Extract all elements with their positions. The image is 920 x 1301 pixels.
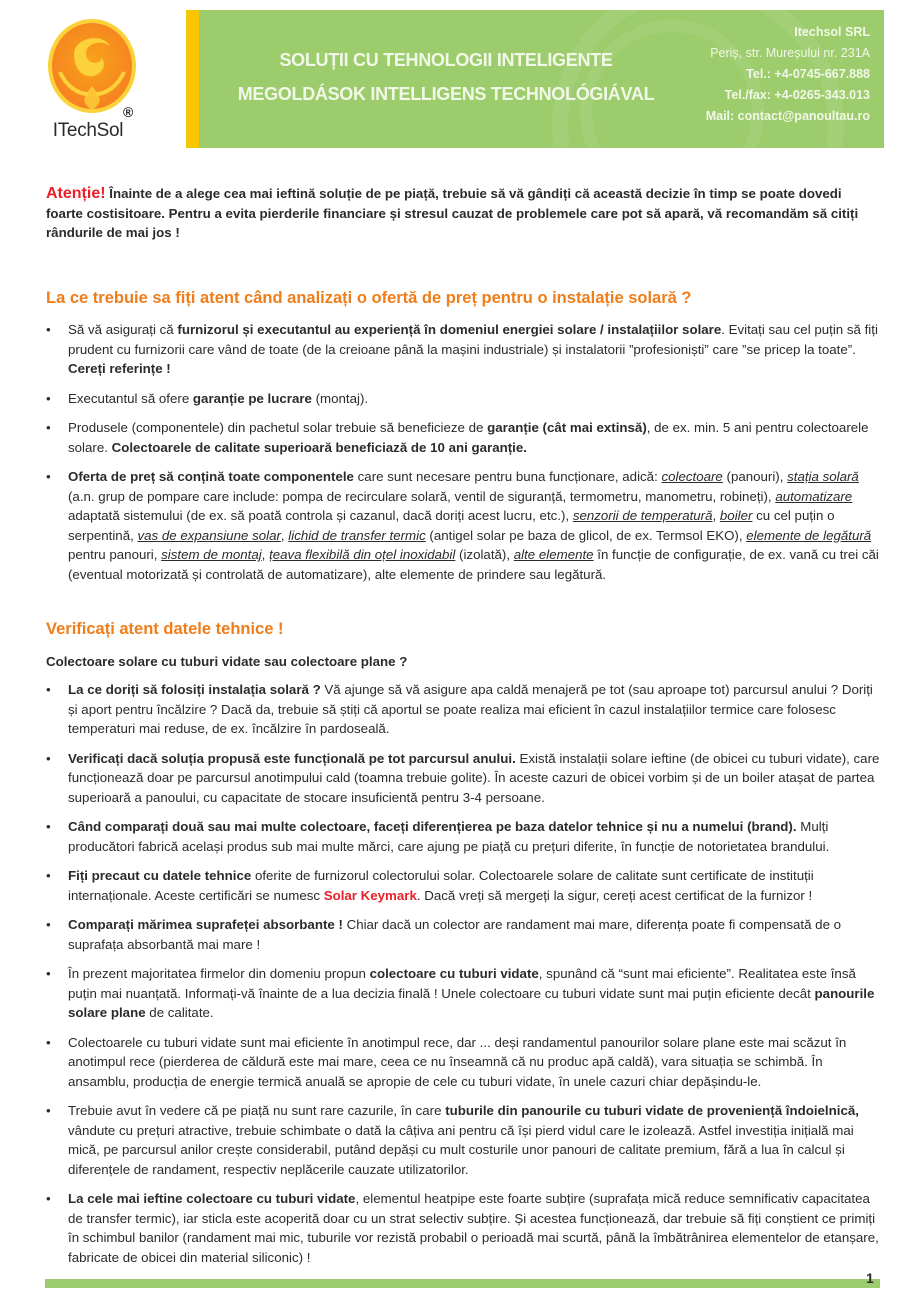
banner-accent-strip — [186, 10, 199, 148]
email[interactable]: Mail: contact@panoultau.ro — [705, 109, 870, 123]
phone: Tel.: +4-0745-667.888 — [746, 67, 870, 81]
list-item: • La cele mai ieftine colectoare cu tuburi vidate, elementul heatpipe este foarte subțire (suprafața mică reduce semnificativ capacitatea de transfer termic), iar sticla este acoperită doar cu un strat selectiv subțire. Și acestea funcționează, dar trebuie să fiți conștient ce primiți în schimbul banilor (randament mai mic, tuburile vor rezistă probabil o perioadă mai scurtă, până la îmbătrânirea elementelor de etanșare, fabricate de obicei din material siliconic) ! — [46, 1189, 880, 1267]
registered-mark: ® — [123, 104, 134, 120]
logo-text: ITechSol — [52, 120, 124, 141]
list-item: • Verificați dacă soluția propusă este funcțională pe tot parcursul anului. Există instalații solare ieftine (de obicei cu tuburi vidate), care funcționează doar pe parcursul anotimpului cald (toamna trebuie golite). În aceste cazuri de obicei vorbim și de un boiler atașat de partea superioară a panoului, cu capacitate de stocare insuficientă pentru 3-4 persoane. — [46, 749, 880, 808]
technical-checklist — [46, 680, 880, 1267]
phone-fax: Tel./fax: +4-0265-343.013 — [724, 88, 870, 102]
company-logo — [38, 16, 148, 144]
list-item: • Trebuie avut în vedere că pe piață nu sunt rare cazurile, în care tuburile din panourile cu tuburi vidate de proveniență îndoielnică, vândute cu prețuri atractive, trebuie schimbate o dată la câțiva ani pentru că își pierd vidul care le izolează. Astfel investiția inițială mai mică, pe parcursul anilor crește considerabil, putând depăși cu mult costurile unor panouri de calitate premium, fără a lua în calcul și diferențele de randament, respectiv neplăcerile cauzate utilizatorilor. — [46, 1101, 880, 1179]
phoenix-icon — [44, 16, 140, 116]
contact-block — [706, 22, 870, 127]
list-item: • Să vă asigurați că furnizorul și executantul au experiență în domeniul energiei solare / instalațiilor solare. Evitați sau cel puțin să fiți prudent cu furnizorii care vând de toate (de la creioane până la mașini industriale) și instalatorii ”profesioniști” care ”se pricep la toate”. Cereți referințe ! — [46, 320, 880, 379]
company-name: Itechsol SRL — [794, 25, 870, 39]
list-item: • Colectoarele cu tuburi vidate sunt mai eficiente în anotimpul rece, dar ... deși randamentul panourilor solare plane este mai scăzut în anotimpul rece (pierderea de căldură este mai mare, ceea ce nu înseamnă că nu produc apă caldă), vara situația se schimbă. În ansamblu, producția de energie termică anuală se apropie de cele cu tuburi vidate, în unele cazuri chiar depășindu-le. — [46, 1033, 880, 1092]
list-item: • Executantul să ofere garanție pe lucrare (montaj). — [46, 389, 880, 409]
slogan-hungarian: MEGOLDÁSOK INTELLIGENS TECHNOLÓGIÁVAL — [237, 84, 655, 104]
list-item: • Produsele (componentele) din pachetul solar trebuie să beneficieze de garanție (cât mai extinsă), de ex. min. 5 ani pentru colectoarele solare. Colectoarele de calitate superioară beneficiază de 10 ani garanție. — [46, 418, 880, 457]
header-banner — [186, 10, 884, 148]
list-item: • Comparați mărimea suprafeței absorbante ! Chiar dacă un colector are randament mai mare, diferența poate fi compensată de o suprafața absorbantă mai mare ! — [46, 915, 880, 954]
section-title-offer: La ce trebuie sa fiți atent când analizați o ofertă de preț pentru o instalație solară ? — [46, 288, 692, 307]
footer-bar — [45, 1279, 880, 1288]
intro-text: Înainte de a alege cea mai ieftină soluție de pe piață, trebuie să vă gândiți că această decizie în timp se poate dovedi foarte costisitoare. Pentru a evita pierderile financiare și stresul cauzat de problemele care pot să apară, vă recomandăm să citiți rândurile de mai jos ! — [46, 186, 859, 240]
list-item: • Fiți precaut cu datele tehnice oferite de furnizorul colectorului solar. Colectoarele solare de calitate sunt certificate de instituții internaționale. Aceste certificări se numesc Solar Keymark. Dacă vreți să mergeți la sigur, cereți acest certificat de la furnizor ! — [46, 866, 880, 905]
slogan-romanian: SOLUȚII CU TEHNOLOGII INTELIGENTE — [279, 50, 613, 70]
section-title-technical: Verificați atent datele tehnice ! — [46, 620, 284, 638]
offer-checklist — [46, 320, 880, 584]
attention-label: Atenție! — [46, 185, 106, 202]
list-item: • Când comparați două sau mai multe colectoare, faceți diferențierea pe baza datelor tehnice și nu a numelui (brand). Mulți producători fabrică același produs sub mai multe mărci, care ajung pe piață cu prețuri diferite, în funcție de notorietatea brandului. — [46, 817, 880, 856]
list-item: • În prezent majoritatea firmelor din domeniu propun colectoare cu tuburi vidate, spunând că “sunt mai eficiente”. Realitatea este însă puțin mai nuanțată. Informați-vă înainte de a lua decizia finală ! Unele colectoare cu tuburi vidate sunt mai puțin eficiente decât panourile solare plane de calitate. — [46, 964, 880, 1023]
section-subtitle: Colectoare solare cu tuburi vidate sau colectoare plane ? — [46, 653, 408, 669]
document-body — [46, 184, 880, 1277]
solar-keymark-highlight: Solar Keymark — [323, 887, 417, 903]
list-item: • La ce doriți să folosiți instalația solară ? Vă ajunge să vă asigure apa caldă menajeră pe tot (sau aproape tot) parcursul anului ? Doriți și aport pentru încălzire ? Dacă da, trebuie să știți că aportul se poate realiza mai eficient în cazul instalațiilor termice care folosesc temperaturi mai reduse, de ex. încălzire în pardoseală. — [46, 680, 880, 739]
intro-paragraph — [46, 184, 880, 243]
company-address: Periș, str. Mureșului nr. 231A — [710, 46, 870, 60]
list-item: • Oferta de preț să conțină toate componentele care sunt necesare pentru buna funcționare, adică: colectoare (panouri), stația solară (a.n. grup de pompare care include: pompa de recirculare solară, ventil de siguranță, termometru, manometru, robineți), automatizare adaptată sistemului (de ex. să poată controla și cazanul, dacă doriți acest lucru, etc.), senzorii de temperatură, boiler cu cel puțin o serpentină, vas de expansiune solar, lichid de transfer termic (antigel solar pe baza de glicol, de ex. Termsol EKO), elemente de legătură pentru panouri, sistem de montaj, țeava flexibilă din oțel inoxidabil (izolată), alte elemente în funcție de configurație, de ex. vană cu trei căi (eventual motorizată și controlată de automatizare), alte elemente de prindere sau legătură. — [46, 467, 880, 584]
page-number: 1 — [866, 1270, 874, 1286]
